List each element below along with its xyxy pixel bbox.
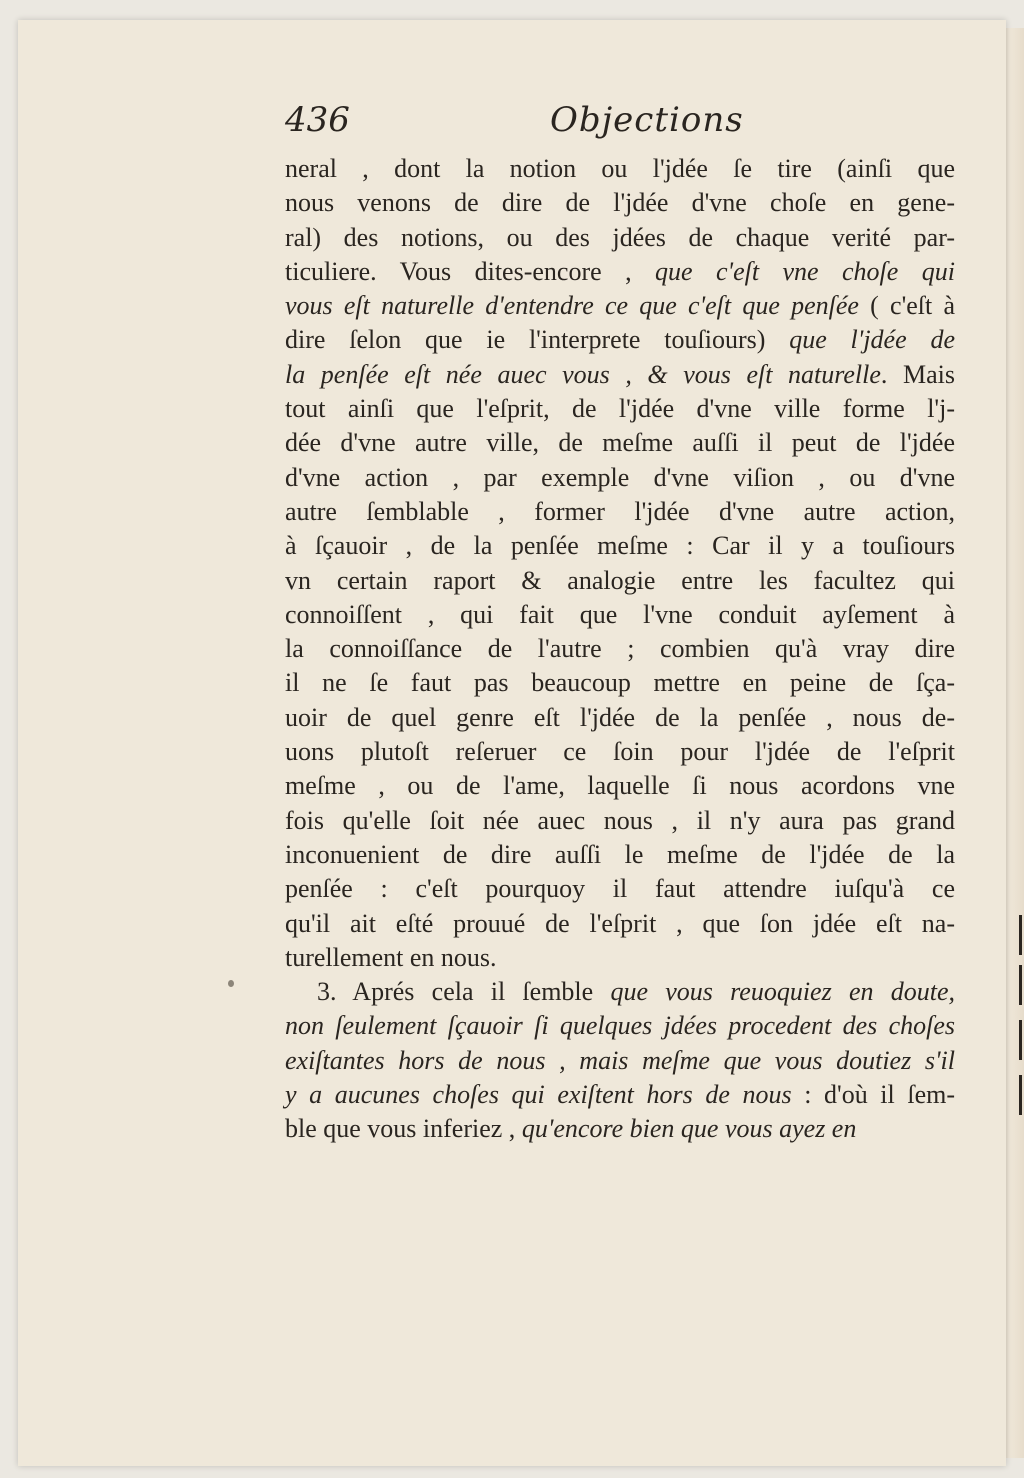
roman-text: 3. Aprés cela il ſemble: [317, 977, 611, 1007]
text-line: [285, 564, 955, 598]
text-line: [285, 1078, 955, 1112]
roman-text: uons plutoſt reſeruer ce ſoin pour l'jdée de l'eſprit: [285, 737, 955, 767]
roman-text: dée d'vne autre ville, de meſme auſſi il peut de l'jdée: [285, 428, 955, 458]
text-line: [285, 632, 955, 666]
text-line: [285, 907, 955, 941]
margin-mark: [1019, 1075, 1022, 1115]
text-line: [285, 872, 955, 906]
italic-text: vous eſt naturelle d'entendre ce que c'eſt que penſée: [285, 291, 859, 321]
roman-text: nous venons de dire de l'jdée d'vne choſe en gene-: [285, 188, 955, 218]
italic-text: non ſeulement ſçauoir ſi quelques jdées procedent des choſes: [285, 1011, 955, 1041]
roman-text: meſme , ou de l'ame, laquelle ſi nous acordons vne: [285, 771, 955, 801]
text-line: [285, 529, 955, 563]
roman-text: d'vne action , par exemple d'vne viſion , ou d'vne: [285, 462, 955, 492]
italic-text: exiſtantes hors de nous , mais meſme que vous doutiez s'il: [285, 1045, 955, 1075]
roman-text: : d'où il ſem-: [791, 1080, 955, 1110]
text-line: [285, 701, 955, 735]
text-line: [285, 186, 955, 220]
italic-text: qu'encore bien que vous ayez en: [521, 1114, 857, 1144]
page-header: [285, 100, 955, 150]
text-line: [285, 255, 955, 289]
roman-text: . Mais: [880, 359, 955, 389]
roman-text: connoiſſent , qui fait que l'vne conduit ayſement à: [285, 599, 955, 629]
text-line: [285, 1044, 955, 1078]
roman-text: inconuenient de dire auſſi le meſme de l'jdée de la: [285, 839, 955, 869]
text-line: [285, 358, 955, 392]
roman-text: ( c'eſt à: [858, 291, 955, 321]
italic-text: la penſée eſt née auec vous , & vous eſt naturelle: [285, 359, 881, 389]
italic-text: y a aucunes choſes qui exiſtent hors de nous: [285, 1080, 792, 1110]
roman-text: qu'il ait eſté prouué de l'eſprit , que ſon jdée eſt na-: [285, 908, 955, 938]
text-line: [285, 975, 955, 1009]
roman-text: autre ſemblable , former l'jdée d'vne autre action,: [285, 496, 955, 526]
roman-text: turellement en nous.: [285, 942, 497, 972]
roman-text: penſée : c'eſt pourquoy il faut attendre iuſqu'à ce: [285, 874, 955, 904]
roman-text: fois qu'elle ſoit née auec nous , il n'y aura pas grand: [285, 805, 955, 835]
body-text: [285, 152, 955, 1147]
text-line: [285, 735, 955, 769]
text-line: [285, 598, 955, 632]
roman-text: tout ainſi que l'eſprit, de l'jdée d'vne ville forme l'j-: [285, 394, 955, 424]
roman-text: vn certain raport & analogie entre les facultez qui: [285, 565, 955, 595]
roman-text: il ne ſe faut pas beaucoup mettre en peine de ſça-: [285, 668, 955, 698]
text-line: [285, 495, 955, 529]
text-line: [285, 461, 955, 495]
text-line: [285, 323, 955, 357]
text-line: [285, 152, 955, 186]
text-line: [285, 1112, 955, 1146]
text-line: [285, 289, 955, 323]
margin-mark: [1019, 1020, 1022, 1060]
roman-text: la connoiſſance de l'autre ; combien qu'à vray dire: [285, 634, 955, 664]
page-number: 436: [285, 100, 350, 140]
roman-text: ticuliere. Vous dites-encore ,: [285, 256, 656, 286]
text-line: [285, 838, 955, 872]
text-line: [285, 804, 955, 838]
text-line: [285, 221, 955, 255]
text-line: [285, 941, 955, 975]
text-line: [285, 769, 955, 803]
margin-mark: [1019, 965, 1022, 1005]
roman-text: à ſçauoir , de la penſée meſme : Car il y a touſiours: [285, 531, 955, 561]
roman-text: dire ſelon que ie l'interprete touſiours): [285, 325, 790, 355]
text-line: [285, 1009, 955, 1043]
ink-spot: [228, 980, 234, 987]
italic-text: que c'eſt vne choſe qui: [655, 256, 955, 286]
roman-text: ral) des notions, ou des jdées de chaque verité par-: [285, 222, 955, 252]
text-line: [285, 392, 955, 426]
roman-text: neral , dont la notion ou l'jdée ſe tire (ainſi que: [285, 154, 955, 183]
text-line: [285, 666, 955, 700]
text-line: [285, 426, 955, 460]
margin-mark: [1019, 915, 1022, 955]
roman-text: uoir de quel genre eſt l'jdée de la penſée , nous de-: [285, 702, 955, 732]
running-title: Objections: [550, 100, 744, 140]
italic-text: que l'jdée de: [789, 325, 955, 355]
roman-text: ble que vous inferiez ,: [285, 1114, 522, 1144]
italic-text: que vous reuoquiez en doute,: [610, 977, 956, 1007]
